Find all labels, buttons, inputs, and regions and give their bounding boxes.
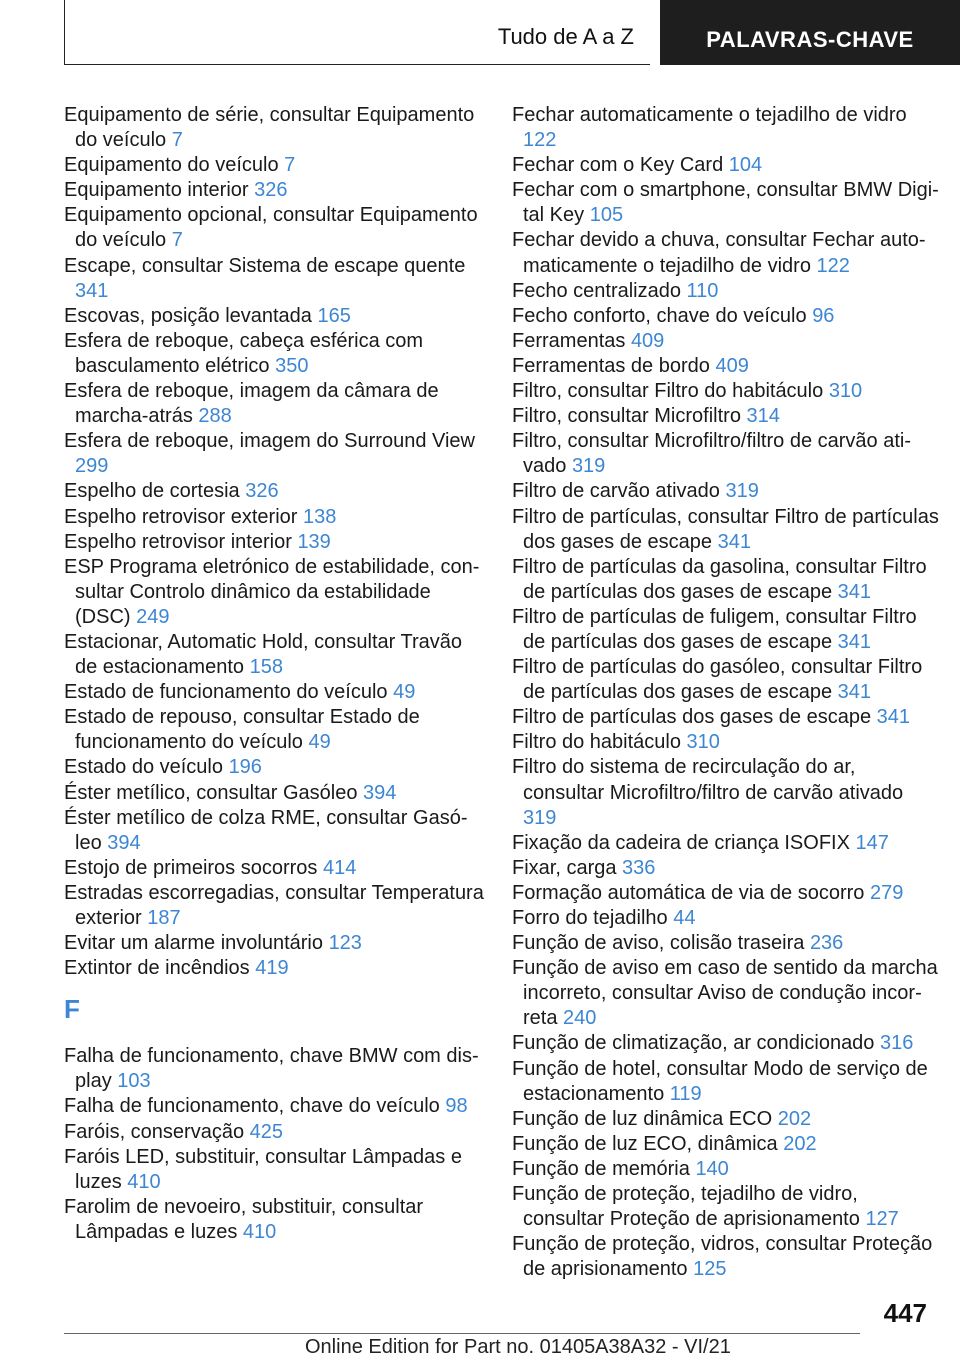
- index-entry: [512, 931, 942, 956]
- index-entry-text: Função de proteção, vidros, consultar Proteção de aprisionamento: [512, 1233, 933, 1281]
- index-entry-text: ESP Programa eletrónico de estabilidade, consultar Controlo dinâmico da estabilidade (DSC): [64, 555, 480, 628]
- index-entry: [64, 254, 484, 304]
- index-entry: [64, 555, 484, 630]
- page-reference-link[interactable]: 7: [171, 129, 183, 152]
- index-entry: [512, 705, 942, 730]
- page-reference-link[interactable]: 350: [275, 354, 309, 377]
- page-reference-link[interactable]: 165: [317, 304, 351, 327]
- page-reference-link[interactable]: 105: [589, 204, 624, 227]
- page-reference-link[interactable]: 341: [837, 630, 872, 653]
- index-entry: [512, 329, 942, 354]
- page-reference-link[interactable]: 103: [117, 1070, 151, 1093]
- index-entry: [64, 505, 484, 530]
- page-reference-link[interactable]: 196: [228, 756, 262, 779]
- index-entry: [64, 956, 484, 981]
- header-divider-left: [64, 0, 65, 64]
- index-entry-text: Esfera de reboque, imagem da câmara de marcha-atrás: [64, 380, 439, 428]
- index-list-f-continued: [512, 103, 942, 1282]
- index-entry: [512, 1132, 942, 1157]
- index-entry-text: Esfera de reboque, cabeça esférica com basculamento elétrico: [64, 329, 424, 377]
- index-entry: [512, 555, 942, 605]
- index-entry-text: Espelho retrovisor exterior: [64, 505, 298, 528]
- page-reference-link[interactable]: 341: [837, 580, 872, 603]
- index-entry-text: Estacionar, Automatic Hold, consultar Travão de estacionamento: [64, 630, 462, 679]
- index-entry: [64, 429, 484, 479]
- index-entry: [512, 279, 942, 304]
- page-reference-link[interactable]: 316: [880, 1032, 914, 1055]
- page-reference-link[interactable]: 314: [746, 405, 780, 428]
- index-entry: [512, 956, 942, 1031]
- index-entry: [512, 479, 942, 504]
- page-reference-link[interactable]: 319: [571, 455, 606, 478]
- page-reference-link[interactable]: 394: [363, 781, 397, 804]
- edition-footer: Online Edition for Part no. 01405A38A32 - VI/21: [305, 1336, 731, 1358]
- index-entry-text: Equipamento opcional, consultar Equipamento do veículo: [64, 204, 478, 252]
- index-list-e: [64, 103, 484, 981]
- index-entry-text: Filtro, consultar Filtro do habitáculo: [512, 380, 824, 403]
- index-entry-text: Filtro de partículas do gasóleo, consultar Filtro de partículas dos gases de escape: [512, 656, 923, 704]
- page-reference-link[interactable]: 326: [254, 179, 288, 202]
- index-entry-text: Falha de funcionamento, chave do veículo: [64, 1095, 440, 1118]
- index-entry-text: Filtro do habitáculo: [512, 731, 681, 754]
- index-entry: [512, 856, 942, 881]
- index-entry-text: Função de memória: [512, 1157, 690, 1180]
- page-reference-link[interactable]: 279: [869, 881, 904, 904]
- footer-divider: [64, 1333, 860, 1334]
- page-reference-link[interactable]: 419: [255, 957, 289, 980]
- index-entry-text: Fechar com o Key Card: [512, 154, 724, 177]
- index-column-left: [64, 103, 484, 1245]
- page-reference-link[interactable]: 410: [127, 1170, 161, 1193]
- index-entry-text: Equipamento de série, consultar Equipamento do veículo: [64, 104, 475, 152]
- index-entry: [64, 881, 484, 931]
- index-entry-text: Estado de funcionamento do veículo: [64, 681, 388, 704]
- index-entry-text: Fechar com o smartphone, consultar BMW Digital Key: [512, 179, 939, 227]
- index-entry-text: Éster metílico de colza RME, consultar Gasóleo: [64, 806, 468, 854]
- page-reference-link[interactable]: 139: [297, 530, 331, 553]
- section-title: Tudo de A a Z: [497, 24, 634, 49]
- page-reference-link[interactable]: 123: [328, 932, 362, 955]
- index-entry: [512, 304, 942, 329]
- index-entry-text: Evitar um alarme involuntário: [64, 932, 323, 955]
- index-entry-text: Fixação da cadeira de criança ISOFIX: [512, 831, 850, 854]
- page-reference-link[interactable]: 409: [715, 354, 749, 377]
- index-entry: [64, 680, 484, 705]
- page-reference-link[interactable]: 319: [523, 806, 557, 829]
- page-reference-link[interactable]: 140: [695, 1157, 729, 1180]
- index-entry: [64, 1120, 484, 1145]
- page-reference-link[interactable]: 147: [855, 831, 889, 854]
- page-reference-link[interactable]: 7: [284, 154, 296, 177]
- index-entry-text: Extintor de incêndios: [64, 957, 250, 980]
- page-reference-link[interactable]: 49: [393, 681, 416, 704]
- index-list-f: [64, 1044, 484, 1245]
- index-entry-text: Faróis, conservação: [64, 1120, 245, 1143]
- section-letter-f: F: [64, 994, 80, 1025]
- page-reference-link[interactable]: 310: [686, 731, 720, 754]
- index-entry-text: Ferramentas de bordo: [512, 354, 710, 377]
- index-entry-text: Filtro de partículas, consultar Filtro de partículas dos gases de escape: [512, 505, 939, 553]
- index-entry: [512, 404, 942, 429]
- page-reference-link[interactable]: 310: [828, 380, 863, 403]
- page-reference-link[interactable]: 138: [303, 505, 337, 528]
- index-entry: [64, 1044, 484, 1094]
- page-reference-link[interactable]: 44: [673, 907, 696, 929]
- page-reference-link[interactable]: 7: [171, 229, 183, 252]
- index-entry-text: Formação automática de via de socorro: [512, 881, 865, 904]
- index-entry: [64, 806, 484, 856]
- page-reference-link[interactable]: 127: [865, 1208, 899, 1231]
- index-entry-text: Filtro de partículas de fuligem, consultar Filtro de partículas dos gases de escape: [512, 605, 917, 653]
- keywords-tab-label: PALAVRAS-CHAVE: [706, 26, 914, 52]
- index-entry: [512, 153, 942, 178]
- index-entry: [512, 354, 942, 379]
- index-entry: [512, 1107, 942, 1132]
- index-entry-text: Escovas, posição levantada: [64, 304, 312, 327]
- index-entry: [512, 831, 942, 856]
- index-entry: [512, 655, 942, 705]
- index-entry-text: Filtro de partículas da gasolina, consultar Filtro de partículas dos gases de escape: [512, 555, 927, 603]
- index-entry: [64, 1094, 484, 1119]
- index-entry: [512, 103, 942, 153]
- page-reference-link[interactable]: 341: [717, 530, 751, 553]
- index-entry-text: Espelho retrovisor interior: [64, 530, 292, 553]
- page-reference-link[interactable]: 98: [445, 1095, 468, 1118]
- page-reference-link[interactable]: 394: [107, 831, 141, 854]
- page-reference-link[interactable]: 236: [809, 932, 844, 955]
- page-reference-link[interactable]: 122: [523, 129, 557, 152]
- index-entry: [64, 1145, 484, 1195]
- page-reference-link[interactable]: 240: [563, 1007, 597, 1030]
- index-entry-text: Função de aviso, colisão traseira: [512, 932, 805, 955]
- index-entry: [64, 178, 484, 203]
- index-entry-text: Fecho centralizado: [512, 279, 681, 302]
- page-reference-link[interactable]: 425: [249, 1120, 284, 1143]
- page-reference-link[interactable]: 341: [876, 706, 911, 729]
- page-reference-link[interactable]: 288: [198, 405, 232, 428]
- index-entry: [64, 153, 484, 178]
- index-entry: [512, 605, 942, 655]
- index-entry: [64, 103, 484, 153]
- page-reference-link[interactable]: 110: [686, 279, 719, 302]
- index-entry: [512, 1157, 942, 1182]
- index-entry-text: Função de hotel, consultar Modo de serviço de estacionamento: [512, 1057, 928, 1105]
- index-entry: [512, 1232, 942, 1282]
- page-reference-link[interactable]: 409: [630, 329, 665, 352]
- page-reference-link[interactable]: 158: [249, 656, 283, 679]
- index-entry-text: Fecho conforto, chave do veículo: [512, 304, 807, 327]
- index-entry-text: Forro do tejadilho: [512, 907, 668, 929]
- page-reference-link[interactable]: 299: [75, 455, 109, 478]
- index-entry-text: Função de proteção, tejadilho de vidro, consultar Proteção de aprisionamento: [512, 1183, 860, 1231]
- index-entry: [64, 203, 484, 253]
- page-reference-link[interactable]: 249: [136, 605, 170, 628]
- index-entry: [512, 228, 942, 278]
- index-entry-text: Função de luz dinâmica ECO: [512, 1107, 773, 1130]
- page-reference-link[interactable]: 319: [725, 480, 759, 503]
- header-divider-bottom: [64, 64, 650, 65]
- index-entry-text: Espelho de cortesia: [64, 480, 240, 503]
- index-entry: [512, 906, 942, 931]
- keywords-tab[interactable]: [660, 0, 960, 65]
- page-reference-link[interactable]: 187: [147, 907, 181, 929]
- index-entry: [64, 304, 484, 329]
- index-entry: [64, 479, 484, 504]
- index-entry-text: Filtro de partículas dos gases de escape: [512, 706, 872, 729]
- page-reference-link[interactable]: 104: [728, 154, 763, 177]
- page-reference-link[interactable]: 341: [837, 681, 872, 704]
- index-entry-text: Função de aviso em caso de sentido da marcha incorreto, consultar Aviso de condução incorreta: [512, 957, 938, 1030]
- index-entry-text: Estado de repouso, consultar Estado de funcionamento do veículo: [64, 706, 420, 754]
- index-entry: [512, 379, 942, 404]
- page-reference-link[interactable]: 336: [622, 856, 656, 879]
- index-entry-text: Fechar devido a chuva, consultar Fechar automaticamente o tejadilho de vidro: [512, 229, 926, 277]
- index-entry: [64, 630, 484, 680]
- index-entry-text: Esfera de reboque, imagem do Surround View: [64, 430, 475, 453]
- index-entry-text: Ferramentas: [512, 329, 626, 352]
- page-reference-link[interactable]: 119: [669, 1082, 702, 1105]
- index-entry-text: Fixar, carga: [512, 856, 617, 879]
- page-reference-link[interactable]: 125: [693, 1258, 727, 1281]
- page-reference-link[interactable]: 202: [777, 1107, 812, 1130]
- index-entry-text: Fechar automaticamente o tejadilho de vidro: [512, 104, 907, 126]
- index-entry: [64, 856, 484, 881]
- index-entry: [512, 505, 942, 555]
- index-entry-text: Estojo de primeiros socorros: [64, 856, 318, 879]
- index-entry-text: Estradas escorregadias, consultar Temperatura exterior: [64, 881, 484, 929]
- index-entry-text: Éster metílico, consultar Gasóleo: [64, 781, 358, 804]
- index-entry: [512, 1031, 942, 1056]
- page-reference-link[interactable]: 414: [323, 856, 357, 879]
- index-entry-text: Faróis LED, substituir, consultar Lâmpadas e luzes: [64, 1145, 462, 1193]
- index-entry-text: Equipamento do veículo: [64, 154, 279, 177]
- index-entry: [64, 329, 484, 379]
- index-entry-text: Filtro do sistema de recirculação do ar, consultar Microfiltro/filtro de carvão ativado: [512, 756, 904, 804]
- index-entry: [64, 530, 484, 555]
- index-entry: [64, 931, 484, 956]
- index-column-right: [512, 103, 942, 1282]
- index-entry-text: Equipamento interior: [64, 179, 249, 202]
- page-reference-link[interactable]: 341: [75, 279, 109, 302]
- index-entry: [512, 178, 942, 228]
- page-reference-link[interactable]: 410: [242, 1220, 277, 1243]
- index-entry-text: Estado do veículo: [64, 756, 223, 779]
- index-entry: [64, 755, 484, 780]
- index-entry: [512, 755, 942, 830]
- index-entry: [512, 730, 942, 755]
- index-entry: [64, 1195, 484, 1245]
- page-reference-link[interactable]: 202: [783, 1132, 817, 1155]
- page-reference-link[interactable]: 122: [816, 254, 850, 277]
- index-entry: [512, 1057, 942, 1107]
- page-number: 447: [883, 1298, 927, 1328]
- page-reference-link[interactable]: 96: [812, 304, 835, 327]
- index-entry-text: Falha de funcionamento, chave BMW com display: [64, 1045, 479, 1093]
- index-entry-text: Filtro, consultar Microfiltro: [512, 405, 741, 428]
- index-entry-text: Filtro de carvão ativado: [512, 480, 720, 503]
- index-entry: [64, 705, 484, 755]
- index-entry-text: Farolim de nevoeiro, substituir, consultar Lâmpadas e luzes: [64, 1195, 424, 1243]
- index-entry: [64, 781, 484, 806]
- index-entry: [512, 881, 942, 906]
- page-reference-link[interactable]: 326: [245, 480, 279, 503]
- index-entry-text: Função de climatização, ar condicionado: [512, 1032, 875, 1055]
- index-entry-text: Função de luz ECO, dinâmica: [512, 1132, 778, 1155]
- index-entry: [512, 1182, 942, 1232]
- index-entry: [64, 379, 484, 429]
- index-entry-text: Filtro, consultar Microfiltro/filtro de carvão ativado: [512, 430, 912, 478]
- index-entry: [512, 429, 942, 479]
- index-entry-text: Escape, consultar Sistema de escape quente: [64, 254, 466, 277]
- page-reference-link[interactable]: 49: [308, 731, 331, 754]
